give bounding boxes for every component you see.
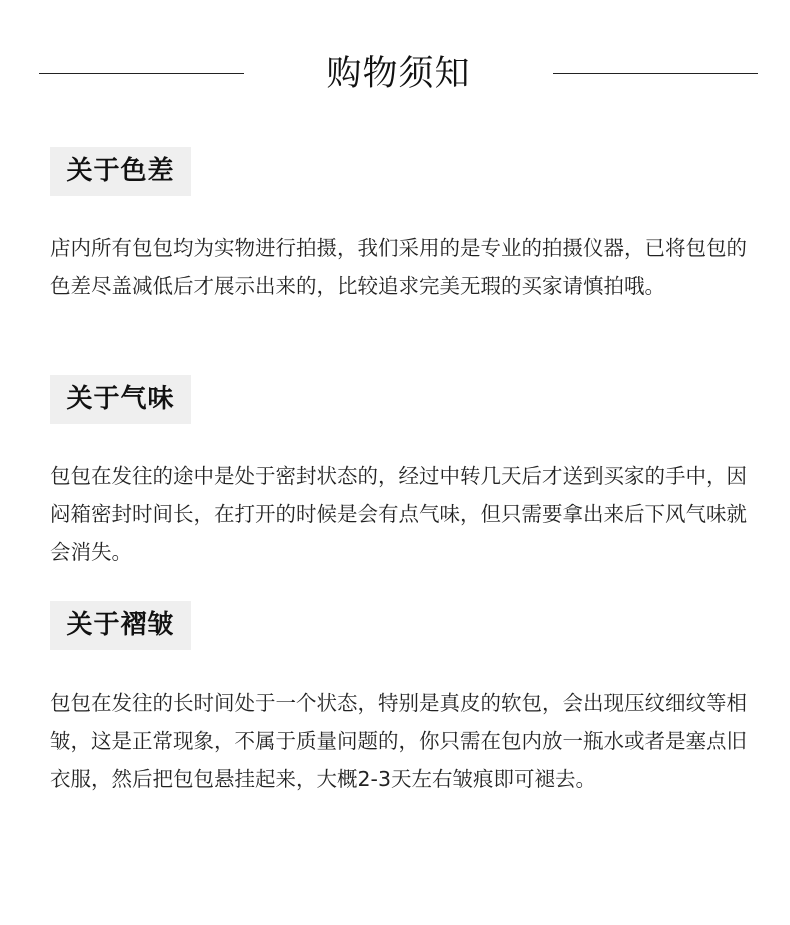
title-divider-left: [39, 73, 244, 74]
title-divider-right: [553, 73, 758, 74]
page-title: 购物须知: [326, 54, 471, 94]
section-body-wrinkles: 包包在发往的长时间处于一个状态，特别是真皮的软包，会出现压纹细纹等相皱，这是正常现象，不属于质量问题的，你只需在包内放一瓶水或者是塞点旧衣服，然后把包包悬挂起来，大概2-3天左右皱痕即可褪去。: [50, 691, 747, 791]
page-header: [0, 48, 790, 100]
section-body-color-difference: 店内所有包包均为实物进行拍摄，我们采用的是专业的拍摄仪器，已将包包的色差尽盖减低后才展示出来的，比较追求完美无瑕的买家请慎拍哦。: [50, 236, 747, 298]
section-heading-color-difference: 关于色差: [50, 147, 191, 196]
section-heading-odor: 关于气味: [50, 375, 191, 424]
section-body-odor: 包包在发往的途中是处于密封状态的，经过中转几天后才送到买家的手中，因闷箱密封时间长，在打开的时候是会有点气味，但只需要拿出来后下风气味就会消失。: [50, 464, 747, 564]
section-heading-wrinkles: 关于褶皱: [50, 601, 191, 650]
